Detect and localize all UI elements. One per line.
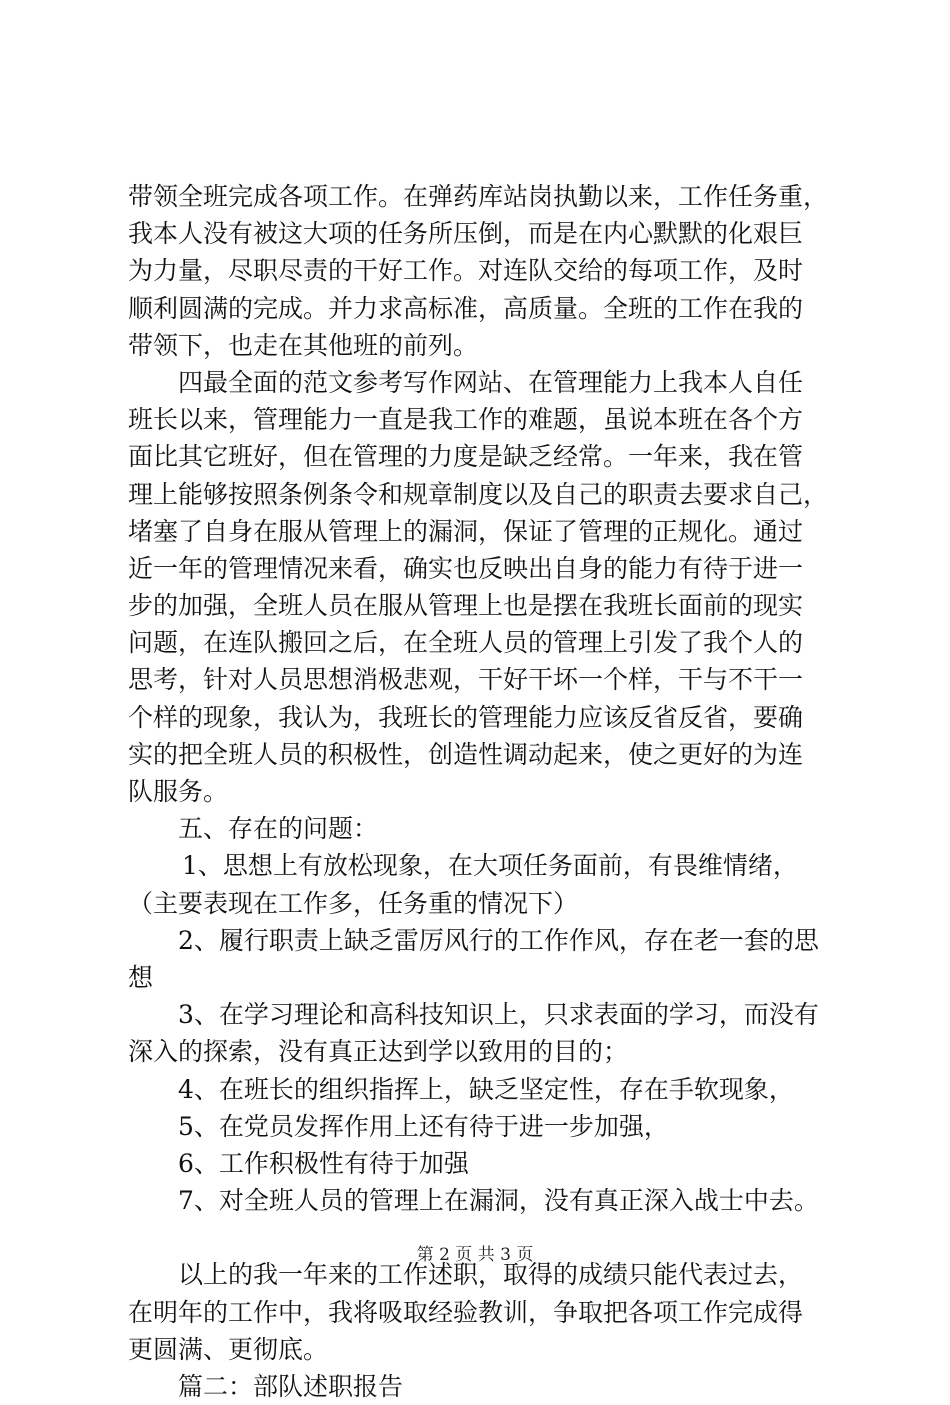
paragraph-line: （主要表现在工作多，任务重的情况下） (128, 888, 579, 918)
paragraph-line: 在明年的工作中，我将吸取经验教训，争取把各项工作完成得 (128, 1297, 804, 1327)
page-number-footer: 第 2 页 共 3 页 (416, 1245, 534, 1265)
paragraph-line: 理上能够按照条例条令和规章制度以及自己的职责去要求自己， (128, 479, 829, 509)
paragraph-line: 我本人没有被这大项的任务所压倒，而是在内心默默的化艰巨 (128, 219, 804, 249)
paragraph-line: 堵塞了自身在服从管理上的漏洞，保证了管理的正规化。通过 (128, 516, 804, 546)
paragraph-line: 顺利圆满的完成。并力求高标准，高质量。全班的工作在我的 (128, 293, 804, 323)
paragraph-line: 步的加强，全班人员在服从管理上也是摆在我班长面前的现实 (128, 591, 804, 621)
paragraph-line: 问题，在连队搬回之后，在全班人员的管理上引发了我个人的 (128, 628, 804, 658)
paragraph-line: 四最全面的范文参考写作网站、在管理能力上我本人自任 (178, 367, 804, 397)
section-heading: 篇二：部队述职报告 (178, 1372, 404, 1401)
list-item: 7、对全班人员的管理上在漏洞，没有真正深入战士中去。 (178, 1186, 819, 1216)
paragraph-line: 深入的探索，没有真正达到学以致用的目的； (128, 1037, 629, 1067)
paragraph-line: 个样的现象，我认为，我班长的管理能力应该反省反省，要确 (128, 702, 804, 732)
paragraph-line: 面比其它班好，但在管理的力度是缺乏经常。一年来，我在管 (128, 442, 804, 472)
paragraph-line: 近一年的管理情况来看，确实也反映出自身的能力有待于进一 (128, 553, 804, 583)
paragraph-line: 队服务。 (128, 777, 229, 806)
list-item: 2、履行职责上缺乏雷厉风行的工作作风，存在老一套的思 (178, 925, 819, 955)
section-heading: 五、存在的问题： (178, 814, 379, 844)
paragraph-line: 思考，针对人员思想消极悲观，干好干坏一个样，干与不干一 (128, 665, 804, 695)
paragraph-line: 更圆满、更彻底。 (128, 1334, 329, 1364)
paragraph-line: 班长以来，管理能力一直是我工作的难题，虽说本班在各个方 (128, 405, 804, 435)
list-item: 4、在班长的组织指挥上，缺乏坚定性，存在手软现象， (178, 1074, 794, 1104)
paragraph-line: 以上的我一年来的工作述职，取得的成绩只能代表过去， (178, 1260, 804, 1290)
document-body (128, 178, 840, 1405)
paragraph-line: 实的把全班人员的积极性，创造性调动起来，使之更好的为连 (128, 739, 804, 769)
paragraph-line: 带领下，也走在其他班的前列。 (128, 330, 479, 360)
paragraph-line: 带领全班完成各项工作。在弹药库站岗执勤以来，工作任务重， (128, 182, 829, 211)
list-item: 6、工作积极性有待于加强 (178, 1148, 469, 1178)
paragraph-line: 为力量，尽职尽责的干好工作。对连队交给的每项工作，及时 (128, 256, 804, 286)
list-item: 5、在党员发挥作用上还有待于进一步加强， (178, 1111, 669, 1141)
list-item: 3、在学习理论和高科技知识上，只求表面的学习，而没有 (178, 1000, 819, 1030)
list-item: 1、思想上有放松现象，在大项任务面前，有畏维情绪， (182, 851, 798, 881)
paragraph-line: 想 (128, 962, 154, 992)
